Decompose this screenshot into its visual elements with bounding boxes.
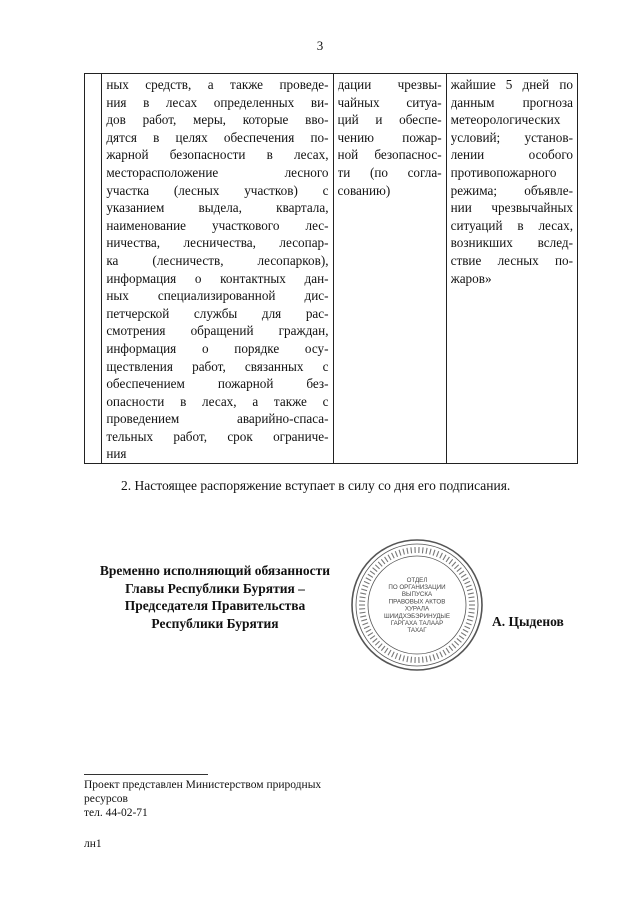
seal-ring-mark [467, 619, 473, 621]
seal-ring-mark [436, 551, 438, 557]
seal-ring-mark [422, 657, 423, 663]
seal-ring-mark [403, 549, 404, 555]
cell-line: нии чрезвычайных [450, 200, 573, 216]
cell-line: ка (лесничеств, лесопарков), [106, 252, 329, 268]
seal-ring-mark [385, 557, 388, 562]
seal-ring-mark [466, 623, 472, 625]
seal-ring-mark [459, 571, 464, 575]
cell-line: ных специализированной дис- [106, 288, 329, 304]
cell-line: условий; установ- [450, 129, 573, 145]
cell-line: данным прогноза [450, 94, 573, 110]
seal-ring-mark [440, 652, 443, 657]
seal-ring-mark [433, 654, 435, 660]
seal-ring-mark [411, 547, 412, 553]
seal-center-text: ШИИДХЭБЭРИНУДЫЕ [383, 612, 451, 620]
seal-ring-mark [388, 650, 391, 655]
cell-line: лении особого [450, 147, 573, 163]
seal-ring-mark [378, 644, 382, 648]
cell-line: ных средств, а также проведе- [106, 77, 329, 92]
seal-ring-mark [381, 559, 385, 564]
cell-line: ществления работ, связанных с [106, 358, 329, 374]
signatory-title-line: Республики Бурятия [151, 615, 279, 631]
seal-ring-mark [385, 648, 388, 653]
cell-line: опасности в лесах, а также с [106, 393, 329, 409]
signatory-name: А. Цыденов [492, 614, 564, 629]
seal-ring-mark [463, 629, 468, 632]
seal-center-text: ГАРГАХА ТАЛААР [390, 620, 444, 627]
seal-center-text: ОТДЕЛ [406, 576, 428, 584]
cell-line: ствие лесных по- [450, 252, 573, 268]
seal-ring-mark [407, 548, 408, 554]
seal-ring-mark [399, 654, 401, 660]
cell-line: ной безопаснос- [337, 147, 442, 163]
seal-ring-mark [461, 633, 466, 636]
seal-ring-mark [430, 549, 431, 555]
seal-ring-mark [443, 555, 446, 560]
seal-ring-mark [440, 553, 443, 558]
footnote-line: ресурсов [84, 793, 128, 805]
seal-ring-mark [430, 655, 431, 661]
seal-ring-mark [426, 548, 427, 554]
seal-ring-mark [436, 653, 438, 659]
cell-line: жайшие 5 дней по [450, 77, 573, 92]
cell-line: противопожарного [450, 164, 557, 180]
table-row [85, 74, 578, 464]
seal-ring-mark [426, 656, 427, 662]
seal-ring-mark [361, 589, 367, 591]
seal-ring-mark [364, 626, 369, 628]
seal-ring-mark [388, 555, 391, 560]
seal-ring-mark [395, 551, 397, 557]
cell-line: петчерской службы для рас- [106, 305, 329, 321]
seal-ring-mark [411, 657, 412, 663]
cell-line: ций и обеспе- [337, 112, 442, 128]
cell-line: обеспечением пожарной без- [106, 376, 329, 392]
clause-2: 2. Настоящее распоряжение вступает в силу со дня его подписания. [121, 478, 511, 493]
page-number: 3 [316, 38, 324, 53]
seal-ring-mark [468, 612, 474, 613]
seal-ring-mark [446, 557, 449, 562]
cell-line: проведением аварийно-спаса- [106, 411, 329, 427]
cell-line: смотрения обращений граждан, [106, 323, 329, 339]
seal-ring-mark [395, 653, 397, 659]
cell-line: ничества, лесничества, лесопар- [106, 235, 329, 251]
seal-ring-mark [392, 652, 395, 657]
cell-line: участка (лесных участков) с [106, 182, 329, 198]
seal-ring-mark [381, 646, 385, 651]
cell-line: возникших вслед- [450, 235, 573, 251]
signatory-title-line: Временно исполняющий обязанности [99, 563, 331, 578]
seal-ring-mark [375, 641, 379, 645]
seal-ring-mark [433, 550, 435, 556]
seal-ring-mark [366, 578, 371, 581]
seal-ring-mark [443, 650, 446, 655]
seal-ring-mark [468, 593, 474, 594]
cell-line: чению пожар- [337, 129, 442, 145]
seal-ring-mark [468, 616, 474, 617]
cell-line: чайных ситуа- [337, 94, 442, 110]
seal-ring-mark [446, 648, 449, 653]
cell-line: метеорологических [450, 112, 561, 128]
seal-ring-mark [361, 619, 367, 621]
seal-ring-mark [454, 565, 458, 569]
seal-ring-mark [452, 644, 456, 648]
seal-ring-mark [368, 633, 373, 636]
measures-cell [102, 74, 333, 464]
index-cell [85, 74, 102, 464]
seal-ring-mark [407, 656, 408, 662]
seal-ring-mark [454, 641, 458, 645]
seal-ring-mark [366, 629, 371, 632]
cell-line: режима; объявле- [450, 182, 573, 198]
seal-ring-mark [465, 581, 470, 583]
cell-line: дов работ, меры, которые вво- [106, 112, 329, 128]
seal-center-text: ПО ОРГАНИЗАЦИИ [388, 584, 446, 591]
seal-ring-mark [452, 562, 456, 566]
footnote [84, 778, 321, 820]
cell-line: ния в лесах определенных ви- [106, 94, 329, 110]
cell-line: жарной безопасности в лесах, [106, 147, 329, 163]
seal-ring-mark [362, 623, 368, 625]
cell-line: ситуаций в лесах, [450, 217, 573, 233]
cell-line: сованию) [337, 182, 391, 198]
seal-ring-mark [467, 589, 473, 591]
seal-ring-mark [360, 616, 366, 617]
seal-ring-mark [457, 568, 462, 572]
seal-ring-mark [457, 638, 462, 642]
cell-line: ти (по согла- [337, 164, 442, 180]
seal-ring-mark [403, 655, 404, 661]
seal-ring-mark [399, 550, 401, 556]
official-seal [349, 537, 485, 673]
seal-ring-mark [378, 562, 382, 566]
seal-ring-mark [463, 578, 468, 581]
seal-ring-mark [370, 636, 375, 640]
seal-ring-mark [449, 559, 453, 564]
seal-ring-mark [422, 547, 423, 553]
continuation-table [84, 73, 578, 464]
cell-line: наименование участкового лес- [106, 217, 329, 233]
seal-center-text: ХУРАЛА [404, 605, 430, 613]
seal-ring-mark [373, 638, 378, 642]
footnote-line: тел. 44-02-71 [84, 807, 148, 819]
seal-ring-mark [392, 553, 395, 558]
seal-ring-mark [459, 636, 464, 640]
seal-ring-mark [375, 565, 379, 569]
footnote-divider [84, 774, 208, 775]
document-code: лн1 [84, 838, 102, 850]
cell-line: дятся в целях обеспечения по- [106, 129, 329, 145]
seal-ring-mark [370, 571, 375, 575]
signatory-title-line: Председателя Правительства [124, 598, 306, 613]
seal-ring-mark [360, 612, 366, 613]
footnote-line: Проект представлен Министерством природных [84, 779, 322, 791]
cell-line: жаров» [450, 270, 492, 286]
seal-ring-mark [360, 597, 366, 598]
seal-ring-mark [461, 574, 466, 577]
cell-line: информация о порядке осу- [106, 340, 329, 356]
signatory-title-line: Главы Республики Бурятия – [125, 580, 305, 596]
seal-ring-mark [449, 646, 453, 651]
cell-line: информация о контактных дан- [106, 270, 329, 286]
seal-ring-mark [364, 581, 369, 583]
seal-center-text: ВЫПУСКА [401, 591, 433, 599]
seal-ring-mark [368, 574, 373, 577]
seal-ring-mark [465, 626, 470, 628]
seal-ring-mark [373, 568, 378, 572]
cell-line: дации чрезвы- [337, 77, 442, 92]
seal-center-text: ТАХАГ [407, 627, 427, 635]
seal-ring-mark [468, 597, 474, 598]
seal-ring-mark [362, 585, 368, 587]
seal-center-text: ПРАВОВЫХ АКТОВ [388, 598, 446, 606]
authority-cell [333, 74, 446, 464]
cell-line: ния [106, 446, 127, 462]
seal-ring-mark [466, 585, 472, 587]
cell-line: тельных работ, срок ограниче- [106, 428, 329, 444]
cell-line: указанием выдела, квартала, [106, 200, 329, 216]
signatory-title [84, 562, 346, 632]
cell-line: месторасположение лесного [106, 164, 329, 180]
term-cell [446, 74, 577, 464]
seal-ring-mark [360, 593, 366, 594]
